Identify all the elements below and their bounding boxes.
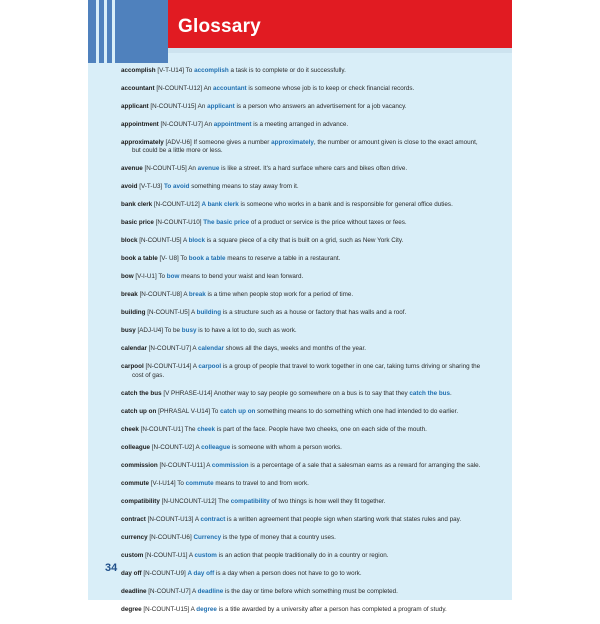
glossary-entry [121,237,485,245]
entry-tag: [N-COUNT-U1] [145,551,188,559]
entry-tag: [ADV-U6] [165,139,192,146]
glossary-entry [121,291,485,299]
entry-term: day off [121,569,142,577]
entry-text-post: is an action that people traditionally do in a country or region. [216,551,389,559]
entry-highlight: busy [181,327,197,335]
entry-term: bank clerk [121,201,153,209]
entry-highlight: bow [166,273,180,281]
entry-text-pre: A [190,605,197,613]
glossary-entry [121,273,485,281]
glossary-entry [121,444,485,452]
glossary-entry [121,183,485,191]
entry-term: colleague [121,443,151,451]
entry-text-pre: To [185,67,195,74]
entry-text-post: something means to do something which one had intended to do earlier. [255,407,459,415]
entry-term: custom [121,551,144,559]
glossary-entry [121,390,485,398]
entry-tag: [N-COUNT-U11] [159,461,205,469]
entry-tag: [N-COUNT-U7] [148,345,191,353]
entry-highlight: block [188,237,206,245]
entry-term: book a table [121,255,158,263]
entry-highlight: To avoid [164,183,190,191]
glossary-entry [121,201,485,209]
entry-term: appointment [121,121,159,128]
glossary-entry [121,103,485,111]
entry-term: busy [121,327,136,335]
entry-highlight: commission [211,461,249,469]
glossary-entry [121,534,485,542]
entry-term: catch up on [121,407,157,415]
entry-highlight: The basic price [203,219,250,227]
entry-tag: [N-COUNT-U2] [151,443,195,451]
entry-text-post: is someone whose job is to keep or check financial records. [246,85,415,92]
entry-term: deadline [121,587,147,595]
entry-term: commute [121,479,149,487]
entry-term: bow [121,273,134,281]
stripe-divider [104,0,107,63]
header-stripes [88,0,168,63]
glossary-entry [121,363,485,380]
entry-text-post: is part of the face. People have two cheeks, one on each side of the mouth. [215,425,427,433]
entry-tag: [V-I-U1] [135,273,157,281]
entry-tag: [N-COUNT-U7] [160,121,203,128]
entry-term: degree [121,605,142,613]
entry-text-pre: A [190,309,197,317]
entry-text-post: shows all the days, weeks and months of the year. [223,345,367,353]
glossary-entry [121,165,485,173]
entry-text-post: is the type of money that a country uses. [221,533,336,541]
entry-highlight: colleague [201,443,231,451]
entry-text-pre: To [180,255,189,263]
entry-text-pre: An [188,165,198,173]
glossary-entry [121,408,485,416]
entry-highlight: custom [194,551,217,559]
entry-text-post: is someone with whom a person works. [230,443,342,451]
entry-highlight: approximately [271,139,314,146]
entry-highlight: A day off [187,569,215,577]
entry-tag: [V- U8] [159,255,179,263]
entry-text-pre: A [183,291,189,299]
entry-term: calendar [121,345,147,353]
entry-text-post: of two things is how well they fit together. [269,497,386,505]
entry-tag: [N-COUNT-U8] [139,291,182,299]
entry-text-post: means to bend your waist and lean forward. [179,273,304,281]
entry-tag: [V-T-U14] [157,67,185,74]
entry-text-pre: A [192,363,199,371]
entry-tag: [N-COUNT-U5] [139,237,182,245]
entry-term: cheek [121,425,139,433]
entry-text-pre: To be [164,327,182,335]
entry-tag: [N-COUNT-U12] [156,85,203,92]
entry-highlight: applicant [207,103,235,110]
entry-term: catch the bus [121,389,162,397]
entry-highlight: building [196,309,222,317]
entry-text-post: is a time when people stop work for a period of time. [205,291,354,299]
entry-text-post: is a square piece of a city that is built on a grid, such as New York City. [205,237,404,245]
entry-text-pre: A [192,345,199,353]
entry-highlight: catch up on [220,407,256,415]
entry-term: contract [121,515,146,523]
entry-text-post: means to travel to and from work. [213,479,309,487]
entry-text-post: is a group of people that travel to work together in one car, taking turns driving or sharing the cost of gas. [132,363,481,379]
entry-tag: [N-COUNT-U14] [145,363,192,371]
entry-text-post: is a structure such as a house or factory that has walls and a roof. [221,309,407,317]
entry-text-pre: An [197,103,208,110]
entry-tag: [N-COUNT-U12] [153,201,200,209]
glossary-entry [121,345,485,353]
entry-term: applicant [121,103,149,110]
page-number: 34 [105,562,118,574]
stripe-divider [96,0,99,63]
entry-term: compatibility [121,497,160,505]
entry-highlight: carpool [198,363,222,371]
page-title: Glossary [178,16,261,37]
entry-tag: [N-COUNT-U15] [143,605,190,613]
glossary-entry [121,588,485,596]
entry-tag: [N-COUNT-U15] [150,103,197,110]
entry-highlight: appointment [213,121,252,128]
entry-text-post: something means to stay away from it. [189,183,299,191]
entry-text-pre: A [195,443,202,451]
entry-tag: [N-COUNT-U5] [144,165,187,173]
entry-text-post: is a percentage of a sale that a salesman earns as a reward for arranging the sale. [248,461,481,469]
entry-text-pre: Another way to say people go somewhere on a bus is to say that they [213,389,410,397]
entry-highlight: compatibility [230,497,270,505]
entry-tag: [PHRASAL V-U14] [158,407,211,415]
entry-term: block [121,237,138,245]
entry-tag: [V-I-U14] [150,479,176,487]
entry-text-post: is a title awarded by a university after a person has completed a program of study. [216,605,447,613]
glossary-entry [121,498,485,506]
entry-highlight: contract [200,515,226,523]
entry-highlight: deadline [197,587,224,595]
glossary-entry [121,67,485,75]
entry-term: approximately [121,139,164,146]
entry-tag: [N-COUNT-U6] [149,533,192,541]
entry-highlight: accountant [213,85,247,92]
glossary-entry [121,255,485,263]
entry-text-post: is like a street. It's a hard surface where cars and bikes often drive. [219,165,408,173]
glossary-entry [121,426,485,434]
entry-text-pre: To [177,479,186,487]
glossary-entry [121,516,485,524]
entry-highlight: avenue [197,165,220,173]
entry-highlight: cheek [197,425,216,433]
entry-text-post: is a written agreement that people sign when starting work that states rules and pay. [225,515,462,523]
header-shadow [168,48,512,53]
glossary-entry [121,309,485,317]
entry-text-pre: An [204,121,214,128]
glossary-entry [121,552,485,560]
entry-term: basic price [121,219,154,227]
entry-tag: [V PHRASE-U14] [163,389,213,397]
entry-term: currency [121,533,148,541]
entry-highlight: A bank clerk [201,201,239,209]
entry-text-pre: A [188,551,195,559]
glossary-entry [121,139,485,156]
entry-tag: [N-COUNT-U13] [147,515,194,523]
glossary-entry [121,606,485,614]
entry-highlight: Currency [193,533,222,541]
entry-text-post: is to have a lot to do, such as work. [196,327,297,335]
entry-term: accountant [121,85,155,92]
entry-text-post: is a day when a person does not have to go to work. [214,569,362,577]
entry-text-pre: An [203,85,214,92]
entry-text-pre: To [158,273,167,281]
entry-text-post: is someone who works in a bank and is responsible for general office duties. [238,201,453,209]
entry-highlight: calendar [198,345,224,353]
entry-text-pre: A [182,237,189,245]
entry-tag: [N-COUNT-U5] [147,309,190,317]
entry-term: break [121,291,138,299]
entry-tag: [N-COUNT-U7] [148,587,191,595]
entry-tag: [N-COUNT-U1] [140,425,183,433]
entry-text-post: a task is to complete or do it successfully. [228,67,346,74]
entry-text-post: is the day or time before which something must be completed. [223,587,398,595]
entry-term: accomplish [121,67,156,74]
entry-text-post: . [450,389,452,397]
entry-term: avenue [121,165,143,173]
glossary-entry [121,570,485,578]
entry-term: commission [121,461,158,469]
entry-highlight: book a table [188,255,226,263]
entry-text-pre: A [192,587,198,595]
entry-text-post: is a person who answers an advertisement for a job vacancy. [234,103,407,110]
glossary-entry [121,219,485,227]
entry-term: avoid [121,183,138,191]
entry-text-pre: To [211,407,221,415]
entry-highlight: commute [185,479,214,487]
entry-text-pre: A [194,515,201,523]
glossary-entry [121,462,485,470]
entry-text-post: , the number or amount given is close to the exact amount, but could be a little more or less. [132,139,478,155]
entry-highlight: catch the bus [409,389,451,397]
glossary-entry [121,85,485,93]
entry-text-pre: The [218,497,231,505]
entry-tag: [N-COUNT-U10] [155,219,202,227]
entry-text-pre: If someone gives a number [193,139,272,146]
glossary-list [121,67,485,624]
glossary-entry [121,327,485,335]
entry-term: building [121,309,146,317]
entry-text-post: of a product or service is the price without taxes or fees. [249,219,407,227]
entry-tag: [N-UNCOUNT-U12] [161,497,217,505]
entry-tag: [ADJ-U4] [137,327,163,335]
glossary-entry [121,121,485,129]
entry-text-post: is a meeting arranged in advance. [251,121,349,128]
entry-text-post: means to reserve a table in a restaurant. [225,255,341,263]
entry-highlight: degree [196,605,217,613]
entry-tag: [V-T-U3] [139,183,163,191]
entry-text-pre: A [206,461,212,469]
entry-tag: [N-COUNT-U9] [143,569,186,577]
glossary-entry [121,480,485,488]
entry-term: carpool [121,363,144,371]
stripe-divider [112,0,115,63]
entry-highlight: break [188,291,206,299]
entry-highlight: accomplish [194,67,229,74]
entry-text-pre: The [184,425,198,433]
